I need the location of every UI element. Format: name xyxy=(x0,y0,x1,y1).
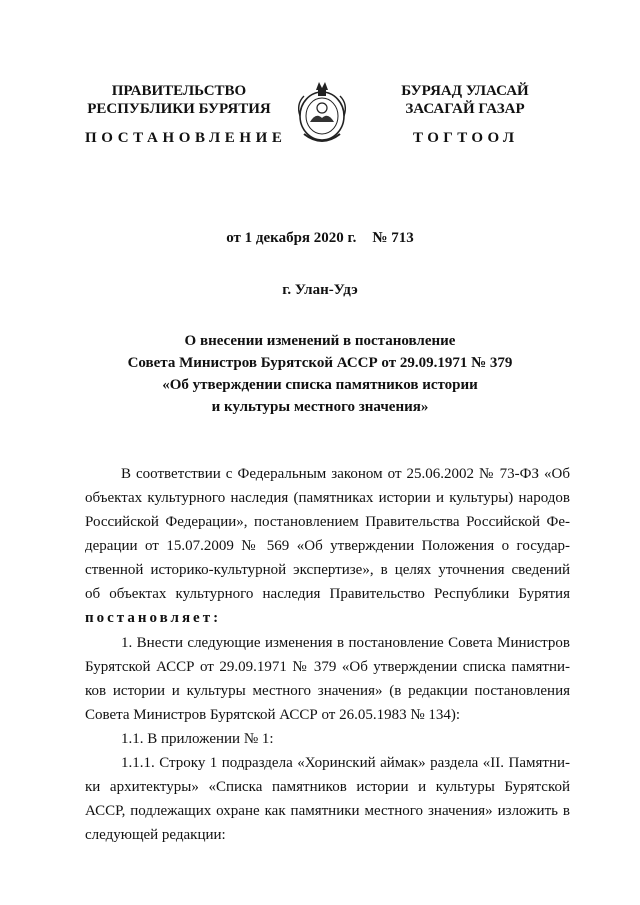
preamble-line: объектах культурного наследия (памятниках истории и культуры) народов xyxy=(85,490,570,506)
doc-type-buryat: ТОГТООЛ xyxy=(413,130,519,146)
title-line: и культуры местного значения» xyxy=(211,399,429,415)
body-line: ки архитектуры» «Списка памятников истории и культуры Бурятской xyxy=(85,779,570,795)
doc-type-russian: ПОСТАНОВЛЕНИЕ xyxy=(85,130,287,146)
document-date: от 1 декабря 2020 г. xyxy=(226,230,357,246)
preamble-line: Российской Федерации», постановлением Правительства Российской Фе- xyxy=(85,514,570,530)
header-left-line-1: ПРАВИТЕЛЬСТВО xyxy=(111,83,247,99)
document-number: № 713 xyxy=(372,230,414,246)
title-line: «Об утверждении списка памятников истории xyxy=(162,377,478,393)
body-line: следующей редакции: xyxy=(85,827,226,843)
date-line xyxy=(0,230,640,247)
preamble-line: В соответствии с Федеральным законом от 25.06.2002 № 73-ФЗ «Об xyxy=(121,466,570,482)
title-line: Совета Министров Бурятской АССР от 29.09.1971 № 379 xyxy=(127,355,513,371)
preamble-line: ственной историко-культурной экспертизе», в целях уточнения сведений xyxy=(85,562,570,578)
government-name-russian xyxy=(84,82,274,118)
header-right-line-1: БУРЯАД УЛАСАЙ xyxy=(401,83,529,99)
preamble-line: об объектах культурного наследия Правительство Республики Бурятия xyxy=(85,586,570,602)
preamble-paragraph xyxy=(85,462,570,630)
body-line: 1.1. В приложении № 1: xyxy=(121,731,274,747)
body-line: 1. Внести следующие изменения в постановление Совета Министров xyxy=(121,635,570,651)
header-right-line-2: ЗАСАГАЙ ГАЗАР xyxy=(405,101,525,117)
document-title xyxy=(100,330,540,418)
preamble-line: дерации от 15.07.2009 № 569 «Об утверждении Положения о государ- xyxy=(85,538,570,554)
government-name-buryat xyxy=(372,82,558,118)
decree-word: постановляет: xyxy=(85,610,222,626)
title-line: О внесении изменений в постановление xyxy=(184,333,456,349)
body-line: 1.1.1. Строку 1 подраздела «Хоринский аймак» раздела «II. Памятни- xyxy=(121,755,570,771)
header-left-line-2: РЕСПУБЛИКИ БУРЯТИЯ xyxy=(87,101,271,117)
coat-of-arms-icon xyxy=(292,76,352,148)
body-line: ков истории и культуры местного значения» (в редакции постановления xyxy=(85,683,570,699)
body-line: Совета Министров Бурятской АССР от 26.05.1983 № 134): xyxy=(85,707,461,723)
city: г. Улан-Удэ xyxy=(282,282,358,298)
body-line: Бурятской АССР от 29.09.1971 № 379 «Об утверждении списка памятни- xyxy=(85,659,570,675)
body-line: АССР, подлежащих охране как памятники местного значения» изложить в xyxy=(85,803,570,819)
decree-body xyxy=(85,631,570,847)
